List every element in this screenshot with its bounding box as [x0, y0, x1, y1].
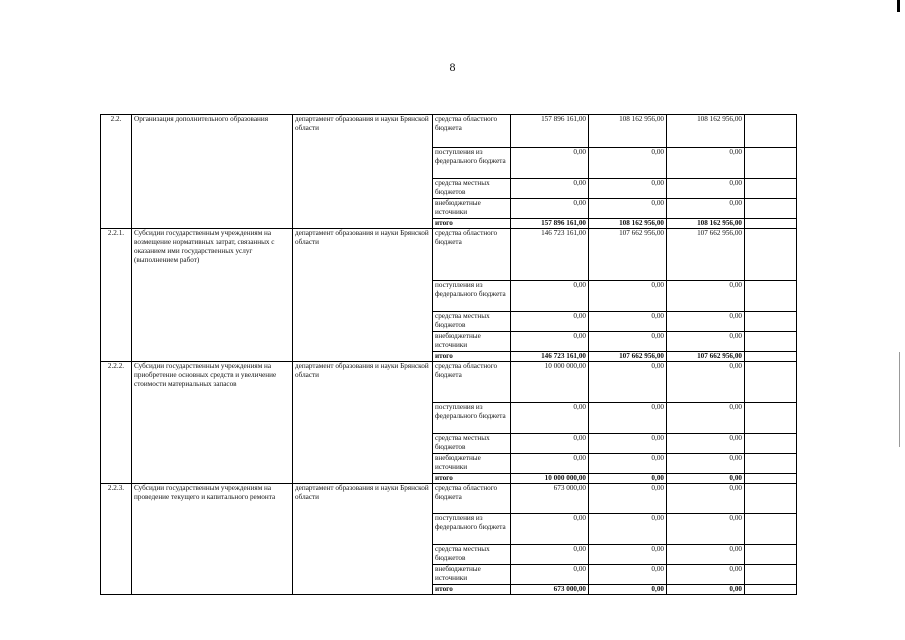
- empty-cell: [745, 474, 797, 484]
- item-code: 2.2.1.: [101, 229, 132, 362]
- item-executor: департамент образования и науки Брянской области: [293, 362, 433, 484]
- value-year3: 0,00: [667, 403, 745, 434]
- value-year3: 107 662 956,00: [667, 352, 745, 362]
- value-year3: 0,00: [667, 514, 745, 545]
- value-year2: 0,00: [589, 585, 667, 595]
- funding-source: внебюджетные источники: [433, 199, 511, 219]
- value-year3: 107 662 956,00: [667, 229, 745, 281]
- value-year3: 0,00: [667, 332, 745, 352]
- value-year3: 0,00: [667, 545, 745, 565]
- empty-cell: [745, 281, 797, 312]
- value-year2: 0,00: [589, 484, 667, 514]
- empty-cell: [745, 545, 797, 565]
- value-year2: 108 162 956,00: [589, 115, 667, 148]
- funding-source: поступления из федерального бюджета: [433, 514, 511, 545]
- funding-source: внебюджетные источники: [433, 454, 511, 474]
- value-year1: 0,00: [511, 199, 589, 219]
- empty-cell: [745, 514, 797, 545]
- value-year1: 146 723 161,00: [511, 352, 589, 362]
- funding-source: поступления из федерального бюджета: [433, 403, 511, 434]
- value-year1: 0,00: [511, 565, 589, 585]
- item-code: 2.2.3.: [101, 484, 132, 595]
- value-year1: 0,00: [511, 148, 589, 179]
- funding-source: итого: [433, 585, 511, 595]
- empty-cell: [745, 115, 797, 148]
- funding-source: средства областного бюджета: [433, 115, 511, 148]
- value-year2: 0,00: [589, 281, 667, 312]
- empty-cell: [745, 148, 797, 179]
- empty-cell: [745, 312, 797, 332]
- value-year3: 0,00: [667, 585, 745, 595]
- empty-cell: [745, 565, 797, 585]
- empty-cell: [745, 484, 797, 514]
- empty-cell: [745, 434, 797, 454]
- empty-cell: [745, 454, 797, 474]
- value-year1: 0,00: [511, 545, 589, 565]
- value-year1: 0,00: [511, 281, 589, 312]
- item-code: 2.2.: [101, 115, 132, 229]
- value-year1: 0,00: [511, 312, 589, 332]
- scan-side-line: [899, 352, 900, 447]
- empty-cell: [745, 352, 797, 362]
- value-year1: 146 723 161,00: [511, 229, 589, 281]
- value-year2: 0,00: [589, 199, 667, 219]
- table-row: [101, 229, 797, 281]
- value-year3: 0,00: [667, 565, 745, 585]
- value-year3: 0,00: [667, 484, 745, 514]
- funding-source: поступления из федерального бюджета: [433, 281, 511, 312]
- value-year2: 107 662 956,00: [589, 352, 667, 362]
- table-row: [101, 115, 797, 148]
- empty-cell: [745, 199, 797, 219]
- value-year2: 0,00: [589, 312, 667, 332]
- value-year2: 0,00: [589, 545, 667, 565]
- value-year1: 157 896 161,00: [511, 115, 589, 148]
- empty-cell: [745, 229, 797, 281]
- value-year3: 0,00: [667, 312, 745, 332]
- empty-cell: [745, 179, 797, 199]
- value-year3: 108 162 956,00: [667, 115, 745, 148]
- value-year1: 157 896 161,00: [511, 219, 589, 229]
- value-year3: 0,00: [667, 474, 745, 484]
- funding-source: итого: [433, 474, 511, 484]
- empty-cell: [745, 403, 797, 434]
- table-row: [101, 484, 797, 514]
- funding-source: средства местных бюджетов: [433, 545, 511, 565]
- value-year1: 0,00: [511, 179, 589, 199]
- item-name: Организация дополнительного образования: [132, 115, 293, 229]
- value-year2: 0,00: [589, 514, 667, 545]
- funding-source: итого: [433, 352, 511, 362]
- empty-cell: [745, 332, 797, 352]
- value-year1: 0,00: [511, 434, 589, 454]
- value-year1: 10 000 000,00: [511, 474, 589, 484]
- value-year2: 0,00: [589, 148, 667, 179]
- value-year1: 10 000 000,00: [511, 362, 589, 403]
- funding-source: средства местных бюджетов: [433, 179, 511, 199]
- funding-source: средства областного бюджета: [433, 484, 511, 514]
- value-year2: 0,00: [589, 179, 667, 199]
- item-name: Субсидии государственным учреждениям на проведение текущего и капитального ремонта: [132, 484, 293, 595]
- value-year1: 673 000,00: [511, 585, 589, 595]
- empty-cell: [745, 219, 797, 229]
- value-year3: 0,00: [667, 362, 745, 403]
- item-code: 2.2.2.: [101, 362, 132, 484]
- empty-cell: [745, 585, 797, 595]
- item-name: Субсидии государственным учреждениям на приобретение основных средств и увеличение стоимости материальных запасов: [132, 362, 293, 484]
- value-year1: 0,00: [511, 454, 589, 474]
- value-year3: 108 162 956,00: [667, 219, 745, 229]
- value-year3: 0,00: [667, 179, 745, 199]
- funding-source: итого: [433, 219, 511, 229]
- value-year1: 673 000,00: [511, 484, 589, 514]
- funding-source: средства областного бюджета: [433, 362, 511, 403]
- funding-source: поступления из федерального бюджета: [433, 148, 511, 179]
- value-year3: 0,00: [667, 434, 745, 454]
- value-year2: 0,00: [589, 454, 667, 474]
- item-executor: департамент образования и науки Брянской области: [293, 484, 433, 595]
- value-year2: 108 162 956,00: [589, 219, 667, 229]
- funding-source: внебюджетные источники: [433, 565, 511, 585]
- funding-source: средства областного бюджета: [433, 229, 511, 281]
- item-executor: департамент образования и науки Брянской области: [293, 229, 433, 362]
- budget-table: [100, 114, 797, 595]
- empty-cell: [745, 362, 797, 403]
- funding-source: средства местных бюджетов: [433, 434, 511, 454]
- value-year2: 107 662 956,00: [589, 229, 667, 281]
- value-year2: 0,00: [589, 332, 667, 352]
- value-year3: 0,00: [667, 281, 745, 312]
- funding-source: средства местных бюджетов: [433, 312, 511, 332]
- value-year2: 0,00: [589, 474, 667, 484]
- value-year2: 0,00: [589, 362, 667, 403]
- table-row: [101, 362, 797, 403]
- value-year1: 0,00: [511, 403, 589, 434]
- item-name: Субсидии государственным учреждениям на возмещение нормативных затрат, связанных с оказанием ими государственных услуг (выполнением работ): [132, 229, 293, 362]
- item-executor: департамент образования и науки Брянской области: [293, 115, 433, 229]
- value-year3: 0,00: [667, 199, 745, 219]
- value-year3: 0,00: [667, 454, 745, 474]
- value-year1: 0,00: [511, 332, 589, 352]
- value-year3: 0,00: [667, 148, 745, 179]
- page-number: 8: [449, 60, 456, 74]
- value-year2: 0,00: [589, 565, 667, 585]
- value-year2: 0,00: [589, 434, 667, 454]
- funding-source: внебюджетные источники: [433, 332, 511, 352]
- scan-edge-mark: [897, 0, 900, 12]
- value-year2: 0,00: [589, 403, 667, 434]
- value-year1: 0,00: [511, 514, 589, 545]
